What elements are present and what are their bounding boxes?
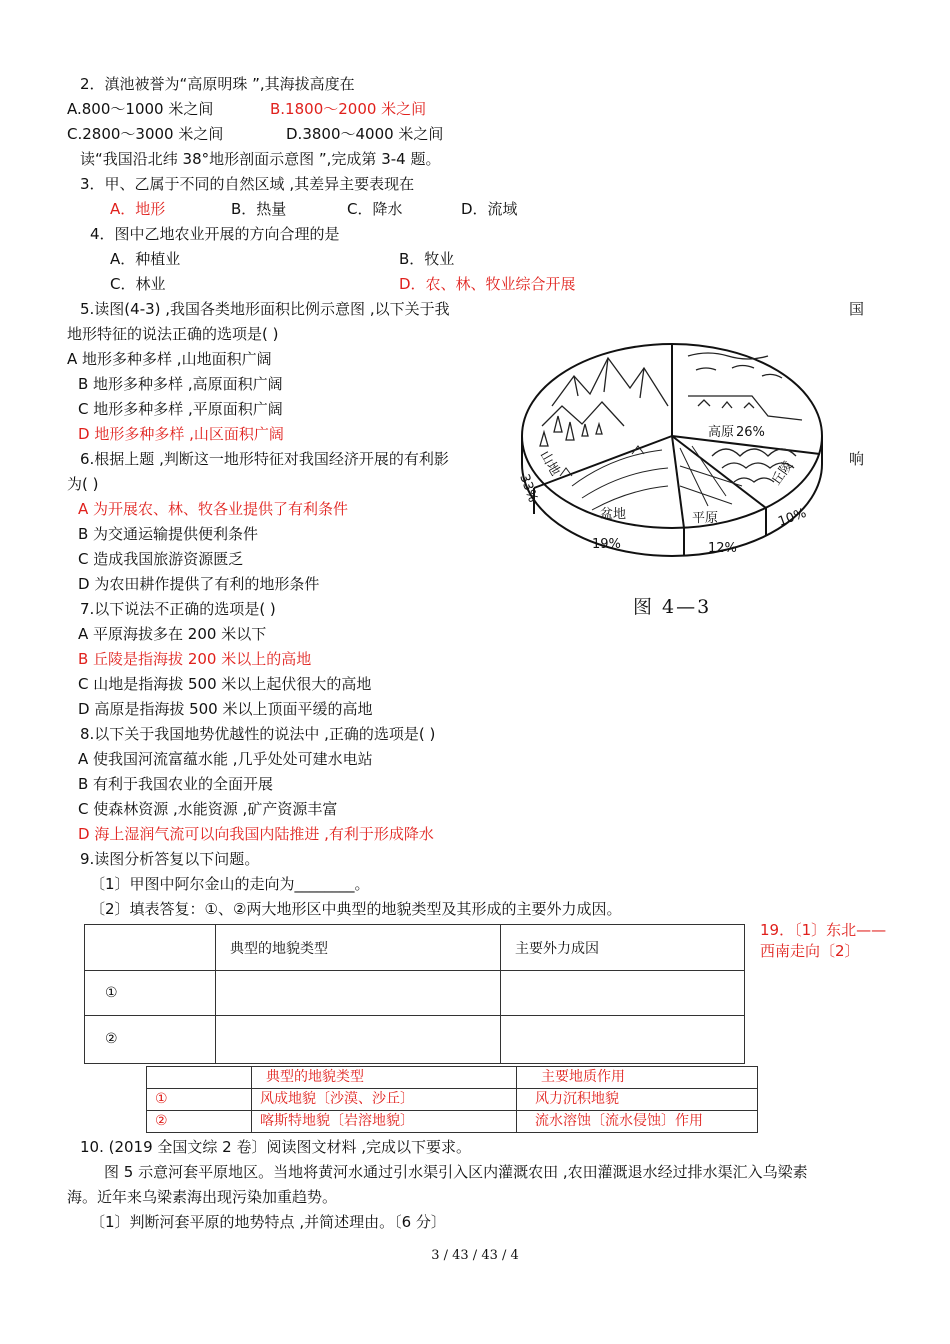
table-header-cell (147, 1067, 252, 1089)
q4-stem: 4．图中乙地农业开展的方向合理的是 (90, 225, 340, 243)
pie-side (522, 436, 822, 556)
geologic-action-cell: 风力沉积地貌 (517, 1089, 758, 1111)
q6-stem-end: 响 (849, 450, 865, 468)
table-row (85, 971, 745, 1015)
q3-option-a: A．地形 (110, 200, 166, 218)
q3-option-b: B．热量 (231, 200, 287, 218)
q6-stem: 6.根据上题 ,判断这一地形特征对我国经济开展的有利影 (80, 450, 449, 468)
table-header-cell: 主要外力成因 (501, 925, 745, 971)
slice-label-basin: 盆地 (600, 507, 627, 522)
page-number: 3 / 43 / 43 / 4 (431, 1248, 519, 1263)
q3-option-d: D．流域 (461, 200, 518, 218)
q5-option-d: D 地形多种多样 ,山区面积广阔 (78, 425, 284, 443)
read-instruction: 读“我国沿北纬 38°地形剖面示意图 ”,完成第 3-4 题。 (80, 150, 441, 168)
q5-option-b: B 地形多种多样 ,高原面积广阔 (78, 375, 283, 393)
slice-pct-hill: 10% (776, 505, 809, 530)
q8-option-d: D 海上湿润气流可以向我国内陆推进 ,有利于形成降水 (78, 825, 434, 843)
slice-pct-plain: 12% (708, 541, 737, 556)
mountain-illustration (540, 358, 668, 446)
q5-stem-cont: 地形特征的说法正确的选项是( ) (67, 325, 279, 343)
slice-label-hill: 丘陵 (768, 458, 797, 489)
q6-option-c: C 造成我国旅游资源匮乏 (78, 550, 244, 568)
q10-para2: 海。近年来乌梁素海出现污染加重趋势。 (67, 1188, 338, 1206)
landform-type-cell: 风成地貌〔沙漠、沙丘〕 (252, 1089, 517, 1111)
answer-cell[interactable] (501, 1015, 745, 1063)
q3-stem: 3．甲、乙属于不同的自然区域 ,其差异主要表现在 (80, 175, 415, 193)
q5-option-c: C 地形多种多样 ,平原面积广阔 (78, 400, 283, 418)
figure-caption: 图 4—3 (633, 596, 712, 618)
blank-answer-table (84, 924, 745, 1064)
q7-stem: 7.以下说法不正确的选项是( ) (80, 600, 276, 618)
q5-stem-end: 国 (849, 300, 865, 318)
plateau-illustration (688, 353, 802, 420)
q9-stem: 9.读图分析答复以下问题。 (80, 850, 260, 868)
row-label: ② (85, 1015, 216, 1063)
q4-option-b: B．牧业 (399, 250, 455, 268)
q8-option-b: B 有利于我国农业的全面开展 (78, 775, 274, 793)
table-row (147, 1111, 758, 1133)
slice-pct-plateau: 26% (736, 425, 765, 440)
answer-key-table (146, 1066, 758, 1133)
table-row (85, 1015, 745, 1063)
q4-option-a: A．种植业 (110, 250, 181, 268)
q8-stem: 8.以下关于我国地势优越性的说法中 ,正确的选项是( ) (80, 725, 436, 743)
basin-illustration (560, 446, 668, 510)
q7-option-b: B 丘陵是指海拔 200 米以上的高地 (78, 650, 312, 668)
q2-option-d: D.3800～4000 米之间 (286, 125, 444, 143)
table-header-cell: 典型的地貌类型 (216, 925, 501, 971)
landform-type-cell: 喀斯特地貌〔岩溶地貌〕 (252, 1111, 517, 1133)
q8-option-a: A 使我国河流富蕴水能 ,几乎处处可建水电站 (78, 750, 373, 768)
table-header-cell: 主要地质作用 (517, 1067, 758, 1089)
q2-option-c: C.2800～3000 米之间 (67, 125, 224, 143)
q10-stem: 10. (2019 全国文综 2 卷〕阅读图文材料 ,完成以下要求。 (80, 1138, 472, 1156)
q7-option-d: D 高原是指海拔 500 米以上顶面平缓的高地 (78, 700, 373, 718)
slice-label-plateau: 高原 (708, 425, 735, 440)
q9-sub1: 〔1〕甲图中阿尔金山的走向为________。 (90, 875, 370, 893)
plain-illustration (680, 446, 742, 506)
q4-option-d: D．农、林、牧业综合开展 (399, 275, 576, 293)
terrain-pie-figure (512, 336, 830, 582)
q4-option-c: C．林业 (110, 275, 166, 293)
slice-pct-mountain: 33% (516, 472, 541, 505)
q10-para1: 图 5 示意河套平原地区。当地将黄河水通过引水渠引入区内灌溉农田 ,农田灌溉退水经过排水渠汇入乌梁素 (104, 1163, 808, 1181)
slice-pct-basin: 19% (592, 537, 621, 552)
answer-cell[interactable] (216, 1015, 501, 1063)
q5-option-a: A 地形多种多样 ,山地面积广阔 (67, 350, 272, 368)
table-header-cell: 典型的地貌类型 (252, 1067, 517, 1089)
q6-stem-cont: 为( ) (67, 475, 99, 493)
q3-option-c: C．降水 (347, 200, 403, 218)
slice-label-mountain: 山地 (536, 448, 563, 479)
q6-option-d: D 为农田耕作提供了有利的地形条件 (78, 575, 320, 593)
row-label: ① (85, 971, 216, 1015)
q2-option-b: B.1800～2000 米之间 (270, 100, 427, 118)
geologic-action-cell: 流水溶蚀〔流水侵蚀〕作用 (517, 1111, 758, 1133)
table-row (147, 1089, 758, 1111)
q10-sub1: 〔1〕判断河套平原的地势特点 ,并简述理由。〔6 分〕 (90, 1213, 446, 1231)
q6-option-b: B 为交通运输提供便利条件 (78, 525, 259, 543)
q6-option-a: A 为开展农、林、牧各业提供了有利条件 (78, 500, 349, 518)
slice-label-plain: 平原 (692, 511, 719, 526)
row-label: ① (147, 1089, 252, 1111)
q9-sub2: 〔2〕填表答复：①、②两大地形区中典型的地貌类型及其形成的主要外力成因。 (90, 900, 622, 918)
q2-option-a: A.800～1000 米之间 (67, 100, 214, 118)
answer-cell[interactable] (216, 971, 501, 1015)
answer-cell[interactable] (501, 971, 745, 1015)
q5-stem: 5.读图(4-3) ,我国各类地形面积比例示意图 ,以下关于我 (80, 300, 450, 318)
q2-stem: 2．滇池被誉为“高原明珠 ”,其海拔高度在 (80, 75, 355, 93)
q8-option-c: C 使森林资源 ,水能资源 ,矿产资源丰富 (78, 800, 338, 818)
table-header-cell (85, 925, 216, 971)
q7-option-c: C 山地是指海拔 500 米以上起伏很大的高地 (78, 675, 372, 693)
row-label: ② (147, 1111, 252, 1133)
side-answer: 19．〔1〕东北——西南走向〔2〕 (760, 921, 887, 960)
q7-option-a: A 平原海拔多在 200 米以下 (78, 625, 267, 643)
